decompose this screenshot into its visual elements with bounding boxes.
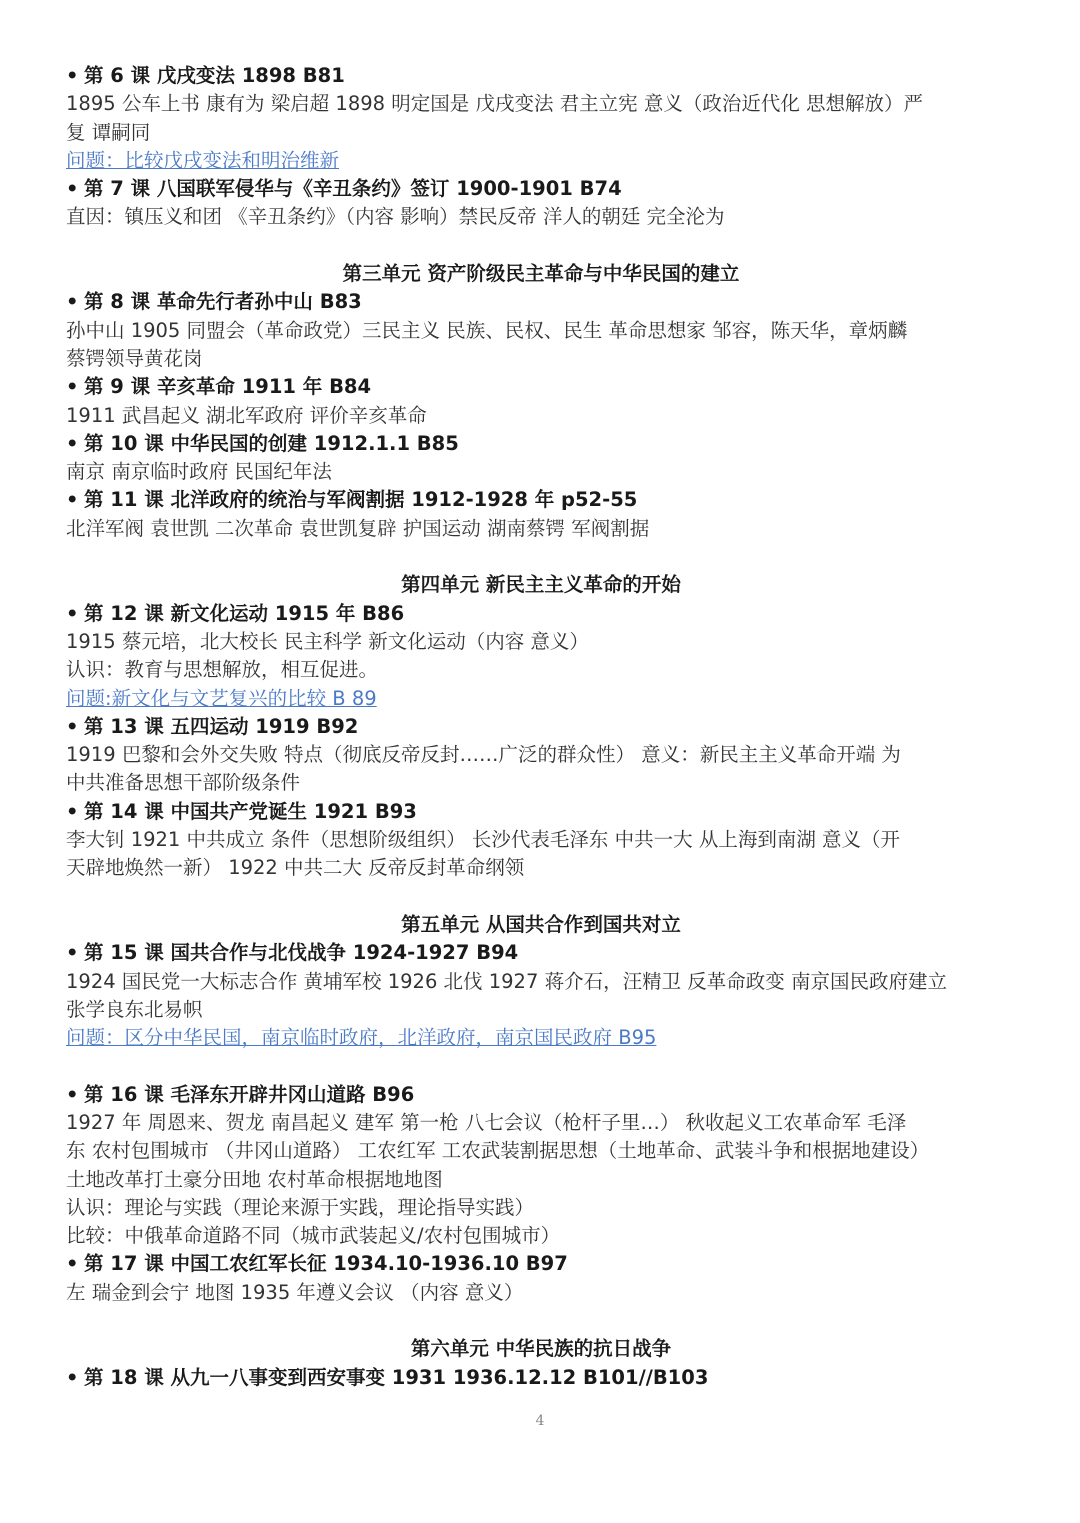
lesson-heading xyxy=(66,62,1016,90)
lesson-heading xyxy=(66,713,1016,741)
bullet-icon: • xyxy=(66,714,79,738)
lesson-title: 第 12 课 新文化运动 1915 年 B86 xyxy=(84,601,405,625)
body-text: 东 农村包围城市 （井冈山道路） 工农红军 工农武装割据思想（土地革命、武装斗争和根据地建设） xyxy=(66,1139,930,1163)
lesson-heading xyxy=(66,1364,1016,1392)
spacer xyxy=(66,1307,1016,1335)
lesson-title: 第 9 课 辛亥革命 1911 年 B84 xyxy=(84,375,372,399)
question-link: 问题:新文化与文艺复兴的比较 B 89 xyxy=(66,686,377,710)
body-text: 直因：镇压义和团 《辛丑条约》（内容 影响）禁民反帝 洋人的朝廷 完全沦为 xyxy=(66,205,725,229)
question-link: 问题：比较戊戌变法和明治维新 xyxy=(66,148,340,172)
lesson-heading xyxy=(66,939,1016,967)
body-text: 中共准备思想干部阶级条件 xyxy=(66,771,301,795)
bullet-icon: • xyxy=(66,177,79,201)
body-text: 1915 蔡元培，北大校长 民主科学 新文化运动（内容 意义） xyxy=(66,629,589,653)
lesson-title: 第 15 课 国共合作与北伐战争 1924-1927 B94 xyxy=(84,941,519,965)
spacer xyxy=(66,232,1016,260)
bullet-icon: • xyxy=(66,375,79,399)
lesson-heading xyxy=(66,600,1016,628)
body-text: 蔡锷领导黄花岗 xyxy=(66,346,203,370)
unit-heading: 第五单元 从国共合作到国共对立 xyxy=(401,912,681,936)
lesson-title: 第 6 课 戊戌变法 1898 B81 xyxy=(84,64,345,87)
body-text: 天辟地焕然一新） 1922 中共二大 反帝反封革命纲领 xyxy=(66,856,525,880)
body-text: 1895 公车上书 康有为 梁启超 1898 明定国是 戊戌变法 君主立宪 意义（政治近代化 思想解放）严 xyxy=(66,92,924,116)
spacer xyxy=(66,543,1016,571)
bullet-icon: • xyxy=(66,1082,79,1106)
body-text: 1919 巴黎和会外交失败 特点（彻底反帝反封……广泛的群众性） 意义：新民主主义革命开端 为 xyxy=(66,743,901,767)
bullet-icon: • xyxy=(66,290,79,314)
bullet-icon: • xyxy=(66,799,79,823)
question-link: 问题：区分中华民国，南京临时政府，北洋政府，南京国民政府 B95 xyxy=(66,1026,657,1050)
body-text: 1927 年 周恩来、贺龙 南昌起义 建军 第一枪 八七会议（枪杆子里…） 秋收起义工农革命军 毛泽 xyxy=(66,1110,907,1134)
lesson-title: 第 8 课 革命先行者孙中山 B83 xyxy=(84,290,362,314)
unit-heading: 第三单元 资产阶级民主革命与中华民国的建立 xyxy=(342,262,740,286)
spacer xyxy=(66,883,1016,911)
spacer xyxy=(66,1052,1016,1080)
bullet-icon: • xyxy=(66,601,79,625)
lesson-title: 第 16 课 毛泽东开辟井冈山道路 B96 xyxy=(84,1082,415,1106)
document-body xyxy=(66,62,1016,1392)
lesson-heading xyxy=(66,175,1016,203)
body-text: 土地改革打土豪分田地 农村革命根据地地图 xyxy=(66,1167,443,1191)
lesson-heading xyxy=(66,430,1016,458)
bullet-icon: • xyxy=(66,941,79,965)
body-text: 复 谭嗣同 xyxy=(66,120,151,144)
lesson-heading xyxy=(66,486,1016,514)
body-text: 北洋军阀 袁世凯 二次革命 袁世凯复辟 护国运动 湖南蔡锷 军阀割据 xyxy=(66,516,650,540)
lesson-title: 第 14 课 中国共产党诞生 1921 B93 xyxy=(84,799,417,823)
lesson-title: 第 11 课 北洋政府的统治与军阀割据 1912-1928 年 p52-55 xyxy=(84,488,638,512)
bullet-icon: • xyxy=(66,431,79,455)
lesson-heading xyxy=(66,798,1016,826)
lesson-heading xyxy=(66,373,1016,401)
lesson-title: 第 18 课 从九一八事变到西安事变 1931 1936.12.12 B101//B103 xyxy=(84,1365,709,1389)
bullet-icon: • xyxy=(66,1365,79,1389)
unit-heading: 第四单元 新民主主义革命的开始 xyxy=(401,573,681,597)
body-text: 1911 武昌起义 湖北军政府 评价辛亥革命 xyxy=(66,403,427,427)
bullet-icon: • xyxy=(66,1252,79,1276)
bullet-icon: • xyxy=(66,64,79,87)
question-line xyxy=(66,1024,1016,1052)
body-text: 比较：中俄革命道路不同（城市武装起义/农村包围城市） xyxy=(66,1224,561,1248)
lesson-title: 第 10 课 中华民国的创建 1912.1.1 B85 xyxy=(84,431,459,455)
body-text: 认识：理论与实践（理论来源于实践，理论指导实践） xyxy=(66,1195,535,1219)
lesson-title: 第 17 课 中国工农红军长征 1934.10-1936.10 B97 xyxy=(84,1252,568,1276)
lesson-title: 第 7 课 八国联军侵华与《辛丑条约》签订 1900-1901 B74 xyxy=(84,177,622,201)
question-line xyxy=(66,147,1016,175)
lesson-heading xyxy=(66,1250,1016,1278)
question-line xyxy=(66,685,1016,713)
body-text: 张学良东北易帜 xyxy=(66,997,203,1021)
lesson-heading xyxy=(66,1081,1016,1109)
lesson-heading xyxy=(66,288,1016,316)
unit-heading: 第六单元 中华民族的抗日战争 xyxy=(410,1337,672,1361)
page-number: 4 xyxy=(535,1413,545,1429)
lesson-title: 第 13 课 五四运动 1919 B92 xyxy=(84,714,359,738)
body-text: 左 瑞金到会宁 地图 1935 年遵义会议 （内容 意义） xyxy=(66,1280,524,1304)
body-text: 1924 国民党一大标志合作 黄埔军校 1926 北伐 1927 蒋介石，汪精卫 反革命政变 南京国民政府建立 xyxy=(66,969,947,993)
body-text: 认识：教育与思想解放，相互促进。 xyxy=(66,658,379,682)
bullet-icon: • xyxy=(66,488,79,512)
body-text: 南京 南京临时政府 民国纪年法 xyxy=(66,460,332,484)
body-text: 孙中山 1905 同盟会（革命政党）三民主义 民族、民权、民生 革命思想家 邹容，陈天华，章炳麟 xyxy=(66,318,908,342)
body-text: 李大钊 1921 中共成立 条件（思想阶级组织） 长沙代表毛泽东 中共一大 从上海到南湖 意义（开 xyxy=(66,828,901,852)
